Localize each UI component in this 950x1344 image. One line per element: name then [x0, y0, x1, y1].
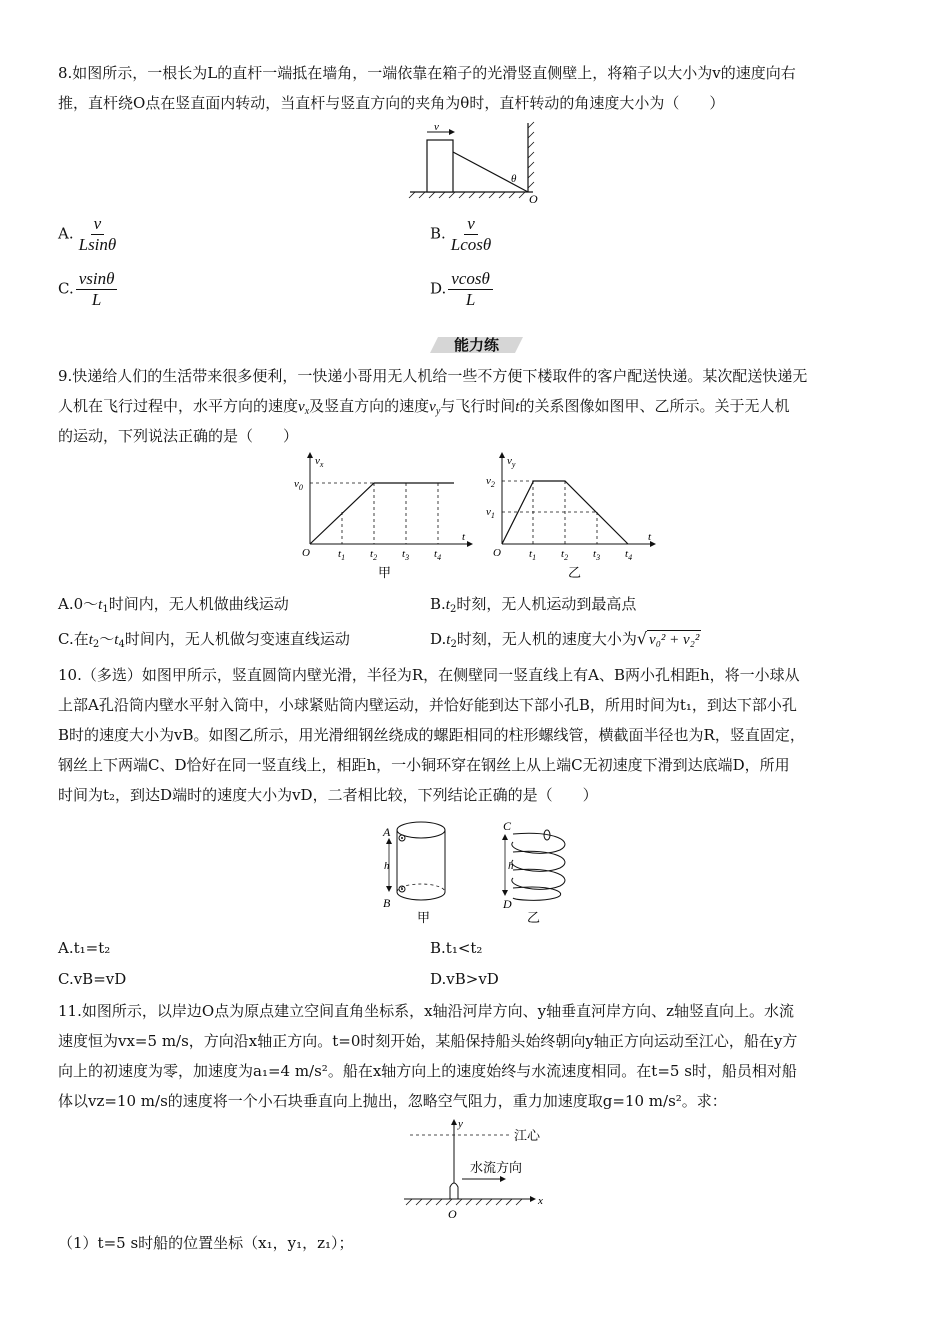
q8-line-2: 推，直杆绕O点在竖直面内转动，当直杆与竖直方向的夹角为θ时，直杆转动的角速度大小为（ ）	[58, 94, 725, 112]
jia-t4-tick: $t_4$	[434, 548, 442, 562]
q9-option-a[interactable]: $A.0\sim t_1$时间内，无人机做曲线运动	[58, 595, 289, 615]
q11-line-4: 体以vz=10 m/s的速度将一个小石块垂直向上抛出，忽略空气阻力，重力加速度取g=10 m/s²。求：	[58, 1092, 727, 1110]
q10-line-4: 钢丝上下两端C、D恰好在同一竖直线上，相距h，一小铜环穿在钢丝上从上端C无初速度下滑到达底端D，所用	[58, 756, 790, 774]
origin-o-label: O	[448, 1207, 457, 1221]
q8-theta-label: θ	[511, 173, 517, 185]
yi-t4-tick: $t_4$	[625, 548, 633, 562]
q9-option-c[interactable]: C.在$t_2\sim t_4$时间内，无人机做匀变速直线运动	[58, 630, 350, 650]
q8-option-c[interactable]	[58, 269, 117, 310]
end-d-label: D	[503, 897, 512, 911]
hole-b-label: B	[383, 896, 391, 910]
option-c-fraction: $\frac{vsin\theta}{L}$	[76, 269, 118, 310]
option-d-label: D.	[430, 279, 447, 298]
jia-y-axis-label: $v_x$	[315, 455, 324, 469]
q10-option-b[interactable]: B.t₁<t₂	[430, 939, 483, 957]
q8-option-d[interactable]	[430, 269, 493, 310]
yi-y-axis-label: $v_y$	[507, 455, 516, 469]
jia-t2-tick: $t_2$	[370, 548, 378, 562]
q8-option-a[interactable]	[58, 214, 119, 255]
end-c-label: C	[503, 819, 512, 833]
yi-t2-tick: $t_2$	[561, 548, 569, 562]
yi-t3-tick: $t_3$	[593, 548, 601, 562]
q8-v-label: v	[434, 121, 439, 133]
yi-t1-tick: $t_1$	[529, 548, 537, 562]
q8-line-1: 8.如图所示，一根长为L的直杆一端抵在墙角，一端依靠在箱子的光滑竖直侧壁上，将箱子以大小为v的速度向右	[58, 64, 796, 82]
jia-t-axis-label: t	[462, 531, 466, 543]
q10-option-d[interactable]: D.vB>vD	[430, 970, 499, 988]
yi-h-label: h	[508, 860, 514, 872]
river-center-label: 江心	[514, 1128, 541, 1143]
q10-figure	[375, 812, 585, 930]
option-d-fraction: $\frac{vcos\theta}{L}$	[448, 269, 493, 310]
jia-v0-tick: $v_0$	[294, 478, 303, 492]
yi-v2-tick: $v_2$	[486, 475, 495, 489]
q10-line-1: 10.（多选）如图甲所示，竖直圆筒内壁光滑，半径为R，在侧壁同一竖直线上有A、B两小孔相距h，将一小球从	[58, 666, 800, 684]
jia-t1-tick: $t_1$	[338, 548, 346, 562]
jia-h-label: h	[384, 860, 390, 872]
q10-option-c[interactable]: C.vB=vD	[58, 970, 127, 988]
q9-line-1: 9.快递给人们的生活带来很多便利，一快递小哥用无人机给一些不方便下楼取件的客户配送快递。某次配送快递无	[58, 367, 808, 385]
yi-origin: O	[493, 547, 501, 559]
q10-jia-caption: 甲	[417, 910, 431, 925]
q9-graph-jia	[292, 452, 477, 582]
section-banner	[430, 336, 523, 354]
q10-yi-caption: 乙	[527, 910, 541, 925]
q8-option-b[interactable]	[430, 214, 494, 255]
q11-figure	[400, 1117, 560, 1225]
jia-vx-line	[310, 483, 454, 544]
q9-graph-yi	[482, 452, 662, 582]
jia-caption: 甲	[378, 565, 392, 580]
q10-line-3: B时的速度大小为vB。如图乙所示，用光滑细钢丝绕成的螺距相同的柱形螺线管，横截面半径也为R，竖直固定，	[58, 726, 805, 744]
q8-figure	[405, 120, 550, 205]
option-a-label: A.	[58, 224, 74, 243]
q9-option-d[interactable]: $D.t_2$时刻，无人机的速度大小为√ v₀² + v₂²	[430, 629, 700, 650]
section-banner-text: 能力练	[453, 336, 499, 354]
yi-v1-tick: $v_1$	[486, 506, 495, 520]
q11-line-1: 11.如图所示，以岸边O点为原点建立空间直角坐标系，x轴沿河岸方向、y轴垂直河岸方向、z轴竖直向上。水流	[58, 1002, 794, 1020]
boat-icon	[450, 1183, 458, 1199]
sqrt-expression: v₀² + v₂²	[649, 632, 700, 648]
yi-caption: 乙	[568, 565, 582, 580]
yi-t-axis-label: t	[648, 531, 652, 543]
q9-line-2: 人机在飞行过程中，水平方向的速度$v_x$及竖直方向的速度$v_y$与飞行时间t的关系图像如图甲、乙所示。关于无人机	[58, 397, 790, 417]
q10-option-a[interactable]: A.t₁=t₂	[58, 939, 111, 957]
jia-origin: O	[302, 547, 310, 559]
option-b-fraction: $\frac{v}{Lcos\theta}$	[450, 214, 492, 254]
q8-o-label: O	[529, 192, 538, 205]
q9-option-b[interactable]: $B.t_2$时刻，无人机运动到最高点	[430, 595, 637, 615]
q11-line-2: 速度恒为vx=5 m/s，方向沿x轴正方向。t=0时刻开始，某船保持船头始终朝向y轴正方向运动至江心，船在y方	[58, 1032, 798, 1050]
box	[427, 140, 453, 192]
option-a-fraction: $\frac{v}{Lsin\theta}$	[78, 214, 117, 254]
q10-line-2: 上部A孔沿筒内壁水平射入筒中，小球紧贴筒内壁运动，并恰好能到达下部小孔B，所用时间为t₁，到达下部小孔	[58, 696, 797, 714]
option-c-label: C.	[58, 279, 74, 298]
rod	[453, 152, 528, 192]
q10-line-5: 时间为t₂，到达D端时的速度大小为vD，二者相比较，下列结论正确的是（ ）	[58, 786, 598, 804]
x-axis-label: x	[538, 1195, 543, 1207]
flow-direction-label: 水流方向	[470, 1160, 523, 1175]
q9-line-3: 的运动，下列说法正确的是（ ）	[58, 427, 299, 445]
option-b-label: B.	[430, 224, 446, 243]
y-axis-label: y	[458, 1118, 463, 1130]
q11-line-3: 向上的初速度为零，加速度为a₁=4 m/s²。船在x轴方向上的速度始终与水流速度相同。在t=5 s时，船员相对船	[58, 1062, 797, 1080]
hole-a-label: A	[383, 825, 391, 839]
jia-t3-tick: $t_3$	[402, 548, 410, 562]
q11-subquestion-1: （1）t=5 s时船的位置坐标（x₁，y₁，z₁）；	[58, 1234, 354, 1252]
